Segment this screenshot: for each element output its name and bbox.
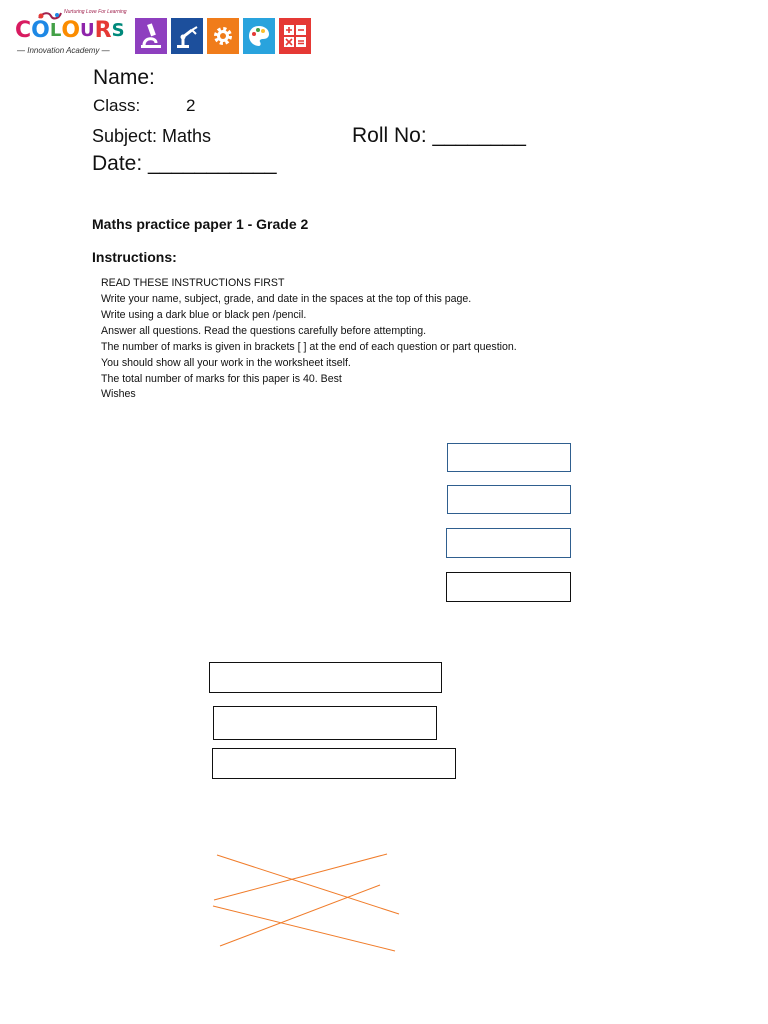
brand-letter: R: [94, 18, 112, 43]
instruction-line: The number of marks is given in brackets [ ] at the end of each question or part question.: [101, 341, 517, 353]
answer-box[interactable]: [447, 485, 571, 514]
orange-line: [220, 885, 380, 946]
roll-number-field: Roll No: ________: [352, 124, 526, 147]
brand-logo: [15, 20, 125, 42]
paper-title: Maths practice paper 1 - Grade 2: [92, 216, 309, 232]
answer-box[interactable]: [213, 706, 437, 740]
brand-letter: C: [15, 18, 32, 43]
instruction-line: Answer all questions. Read the questions carefully before attempting.: [101, 325, 427, 337]
brand-letter: O: [31, 18, 50, 43]
name-field-label: Name:: [93, 66, 155, 89]
instruction-line: READ THESE INSTRUCTIONS FIRST: [101, 277, 285, 289]
brand-letter: O: [61, 18, 81, 43]
robot-arm-icon: [171, 18, 203, 54]
instructions-heading: Instructions:: [92, 249, 177, 265]
subtitle-dash-right: —: [101, 46, 110, 55]
brand-subtitle: [17, 46, 110, 55]
instructions-list: [101, 275, 517, 402]
subtitle-dash-left: —: [17, 46, 25, 55]
instruction-line: You should show all your work in the worksheet itself.: [101, 357, 351, 369]
answer-box[interactable]: [446, 572, 571, 602]
instruction-line: The total number of marks for this paper is 40. Best: [101, 373, 342, 385]
answer-box[interactable]: [446, 528, 571, 558]
class-field-value: 2: [186, 96, 196, 115]
class-field-label: Class:: [93, 96, 141, 115]
crossing-lines-drawing: [200, 845, 410, 957]
logo-tagline: Nurturing Love For Learning: [64, 9, 127, 15]
brand-letter: S: [111, 20, 125, 41]
orange-line: [214, 854, 387, 900]
subject-field: Subject: Maths: [92, 126, 212, 146]
date-field: Date: ___________: [92, 152, 277, 175]
answer-box[interactable]: [447, 443, 571, 472]
subtitle-text: Innovation Academy: [27, 46, 100, 55]
palette-icon: [243, 18, 275, 54]
orange-line: [217, 855, 399, 914]
answer-box[interactable]: [209, 662, 442, 693]
instruction-line: Write using a dark blue or black pen /pencil.: [101, 309, 307, 321]
orange-line: [213, 906, 395, 951]
brand-letter: U: [80, 20, 95, 41]
math-symbols-icon: [279, 18, 311, 54]
microscope-icon: [135, 18, 167, 54]
instruction-line: Write your name, subject, grade, and date in the spaces at the top of this page.: [101, 293, 472, 305]
gear-icon: [207, 18, 239, 54]
instruction-line: Wishes: [101, 388, 136, 400]
brand-letter: L: [49, 20, 62, 41]
answer-box[interactable]: [212, 748, 456, 779]
